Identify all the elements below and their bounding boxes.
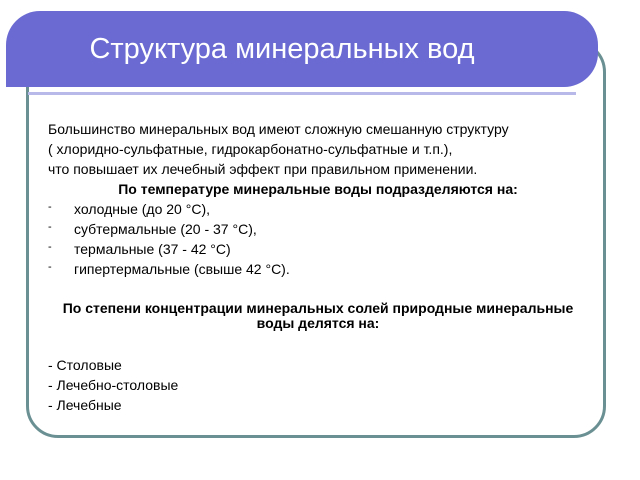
title-bar	[6, 11, 598, 87]
temperature-heading: По температуре минеральные воды подразделяются на:	[118, 181, 518, 197]
intro-line-1: Большинство минеральных вод имеют сложную смешанную структуру	[48, 121, 509, 137]
slide-content	[48, 119, 588, 415]
list-item: - термальные (37 - 42 °С)	[48, 239, 588, 259]
list-item: - субтермальные (20 - 37 °С),	[48, 219, 588, 239]
intro-line-3: что повышает их лечебный эффект при правильном применении.	[48, 161, 478, 177]
list-item: - холодные (до 20 °С),	[48, 199, 588, 219]
slide-title: Структура минеральных вод	[89, 33, 475, 65]
concentration-list	[48, 355, 588, 415]
intro-paragraph	[48, 119, 588, 179]
list-item: - Лечебно-столовые	[48, 377, 179, 393]
intro-line-2: ( хлоридно-сульфатные, гидрокарбонатно-сульфатные и т.п.),	[48, 141, 453, 157]
temperature-list	[48, 199, 588, 279]
list-item: - Столовые	[48, 357, 122, 373]
concentration-heading: По степени концентрации минеральных солей природные минеральные воды делятся на:	[62, 300, 574, 331]
list-item: - гипертермальные (свыше 42 °С).	[48, 259, 588, 279]
list-item: - Лечебные	[48, 397, 122, 413]
